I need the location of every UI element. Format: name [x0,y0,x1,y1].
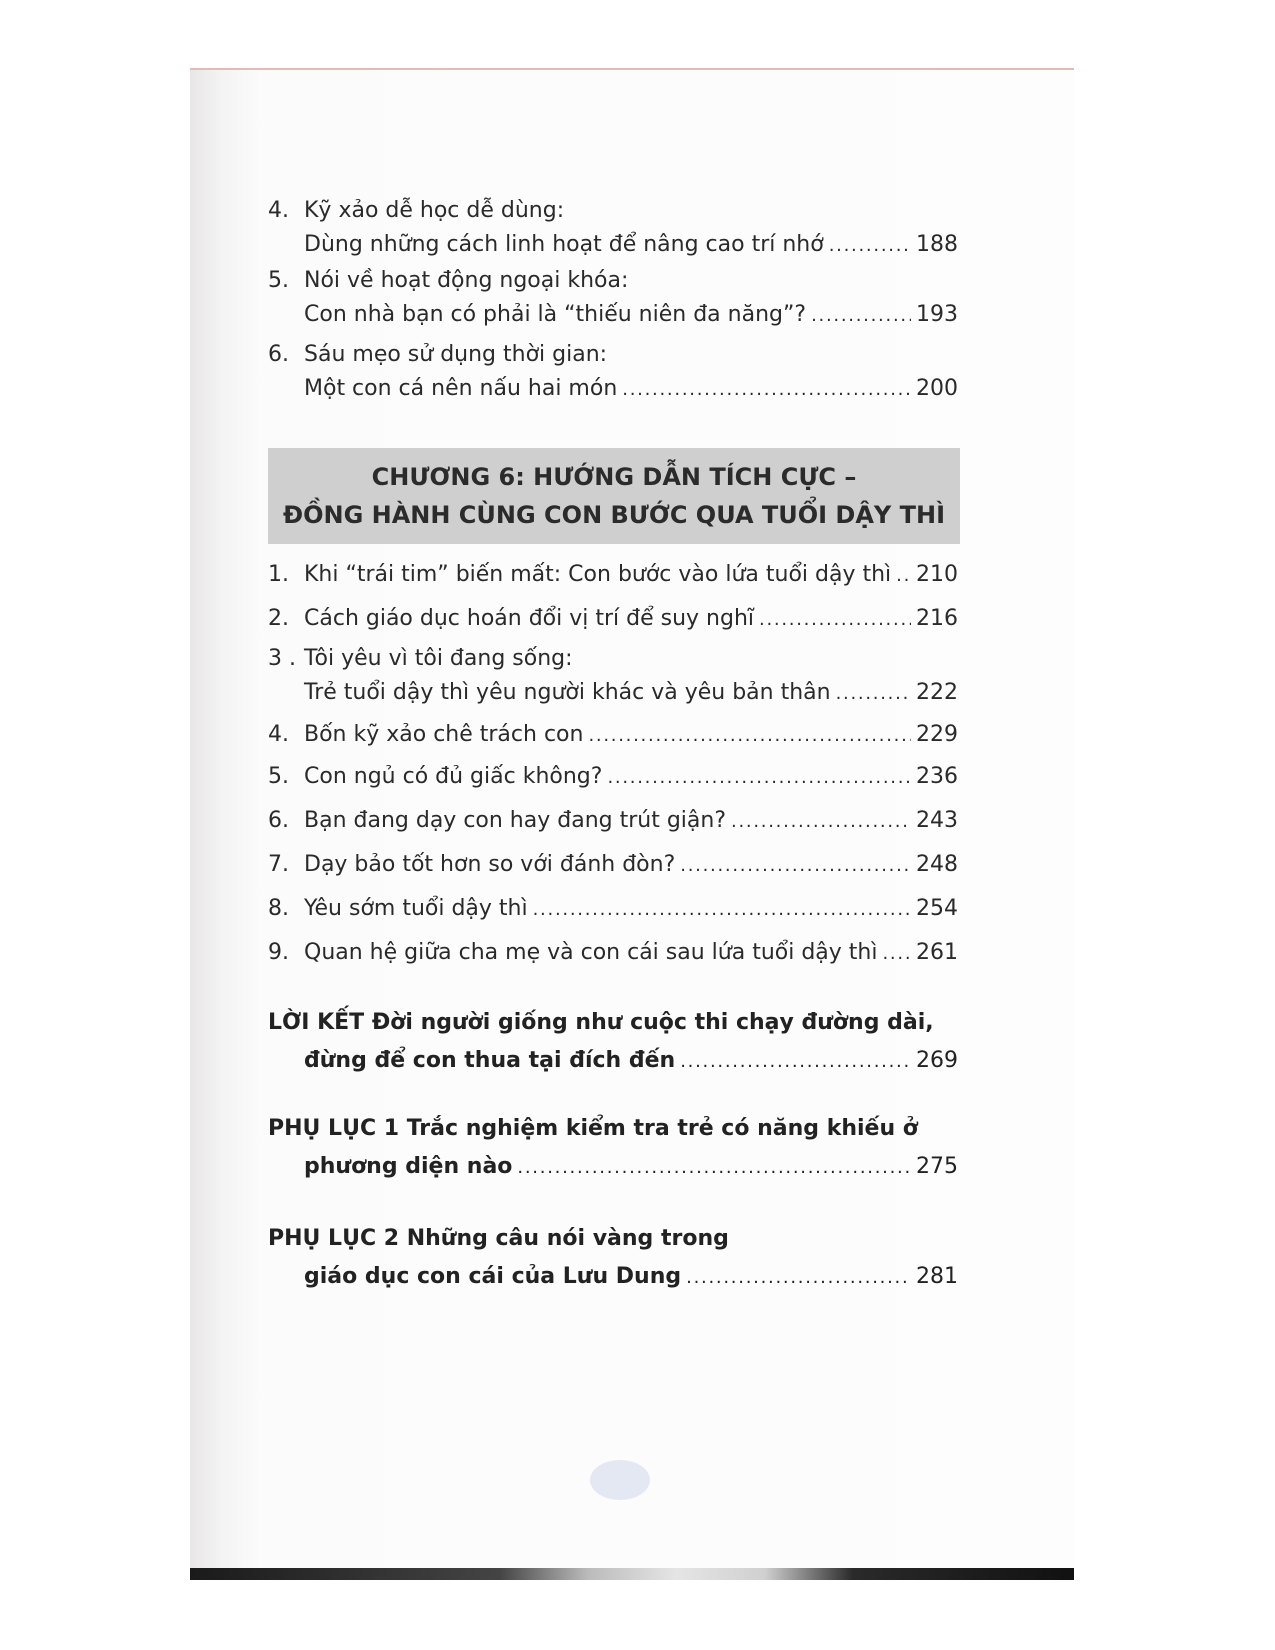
dot-leader [588,716,911,755]
page-number: 243 [916,808,958,833]
entry-number: 6. [268,342,289,367]
entry-number: 1. [268,562,289,587]
entry-subtitle: Con nhà bạn có phải là “thiếu niên đa năng”? [304,302,807,327]
entry-leader-line [304,296,958,335]
toc-entry [268,846,958,884]
toc-back-matter [268,1004,958,1080]
entry-title: Bạn đang dạy con hay đang trút giận? [304,808,727,833]
page-number: 229 [916,722,958,747]
entry-title: Yêu sớm tuổi dậy thì [304,896,528,921]
dot-leader [517,1148,911,1187]
back-matter-subtitle: phương diện nào [304,1154,513,1179]
toc-back-matter [268,1220,958,1296]
chapter-heading [268,448,960,544]
back-matter-title: PHỤ LỤC 2 Những câu nói vàng trong [268,1226,729,1251]
dot-leader [680,846,911,885]
entry-leader-line [304,226,958,265]
entry-title: Quan hệ giữa cha mẹ và con cái sau lứa tuổi dậy thì [304,940,878,965]
back-matter-subtitle: giáo dục con cái của Lưu Dung [304,1264,682,1289]
page-number: 188 [916,232,958,257]
entry-number: 4. [268,722,289,747]
toc-back-matter [268,1110,958,1186]
entry-number: 3 . [268,646,296,671]
page-number: 200 [916,376,958,401]
entry-leader-line [304,600,958,639]
page-number: 281 [916,1264,958,1289]
chapter-title-line1: CHƯƠNG 6: HƯỚNG DẪN TÍCH CỰC – [371,463,857,491]
top-rule [190,68,1074,70]
toc-entry [268,556,958,594]
entry-leader-line [304,556,958,595]
back-matter-subtitle: đừng để con thua tại đích đến [304,1048,676,1073]
entry-leader-line [304,1258,958,1297]
entry-title: Kỹ xảo dễ học dễ dùng: [304,198,565,223]
entry-leader-line [304,802,958,841]
entry-leader-line [304,370,958,409]
page-number: 236 [916,764,958,789]
page-number: 193 [916,302,958,327]
dot-leader [607,758,911,797]
toc-entry [268,336,958,412]
toc-entry [268,640,958,716]
back-matter-title: PHỤ LỤC 1 Trắc nghiệm kiểm tra trẻ có năng khiếu ở [268,1116,918,1141]
dot-leader [836,674,911,713]
entry-number: 8. [268,896,289,921]
entry-number: 9. [268,940,289,965]
toc-entry [268,934,958,972]
entry-leader-line [304,716,958,755]
entry-title: Dạy bảo tốt hơn so với đánh đòn? [304,852,676,877]
dot-leader [896,556,911,595]
entry-leader-line [304,846,958,885]
back-matter-title: LỜI KẾT Đời người giống như cuộc thi chạy đường dài, [268,1010,934,1035]
dot-leader [686,1258,911,1297]
entry-number: 5. [268,764,289,789]
entry-subtitle: Trẻ tuổi dậy thì yêu người khác và yêu bản thân [304,680,831,705]
entry-leader-line [304,934,958,973]
page-bottom-edge [190,1568,1074,1580]
dot-leader [811,296,911,335]
chapter-title-line2: ĐỒNG HÀNH CÙNG CON BƯỚC QUA TUỔI DẬY THÌ [282,501,946,529]
dot-leader [759,600,911,639]
toc-entry [268,192,958,268]
page-number: 275 [916,1154,958,1179]
entry-title: Nói về hoạt động ngoại khóa: [304,268,629,293]
dot-leader [731,802,911,841]
toc-entry [268,890,958,928]
entry-number: 2. [268,606,289,631]
entry-subtitle: Dùng những cách linh hoạt để nâng cao trí nhớ [304,232,824,257]
dot-leader [622,370,911,409]
entry-leader-line [304,1148,958,1187]
page-number: 261 [916,940,958,965]
page-number: 269 [916,1048,958,1073]
entry-subtitle: Một con cá nên nấu hai món [304,376,618,401]
dot-leader [680,1042,911,1081]
toc-entry [268,262,958,338]
entry-leader-line [304,890,958,929]
page-number: 222 [916,680,958,705]
page-number: 248 [916,852,958,877]
entry-title: Cách giáo dục hoán đổi vị trí để suy nghĩ [304,606,755,631]
entry-title: Tôi yêu vì tôi đang sống: [304,646,573,671]
entry-leader-line [304,758,958,797]
page-number: 254 [916,896,958,921]
toc-entry [268,716,958,754]
dot-leader [533,890,911,929]
entry-title: Con ngủ có đủ giấc không? [304,764,603,789]
entry-title: Bốn kỹ xảo chê trách con [304,722,584,747]
entry-title: Khi “trái tim” biến mất: Con bước vào lứa tuổi dậy thì [304,562,892,587]
entry-number: 7. [268,852,289,877]
toc-entry [268,758,958,796]
entry-number: 5. [268,268,289,293]
toc-entry [268,802,958,840]
entry-number: 6. [268,808,289,833]
page-number: 210 [916,562,958,587]
dot-leader [829,226,911,265]
toc-entry [268,600,958,638]
entry-title: Sáu mẹo sử dụng thời gian: [304,342,608,367]
entry-number: 4. [268,198,289,223]
entry-leader-line [304,1042,958,1081]
page-number: 216 [916,606,958,631]
entry-leader-line [304,674,958,713]
dot-leader [882,934,911,973]
page-number-ornament [590,1460,650,1500]
